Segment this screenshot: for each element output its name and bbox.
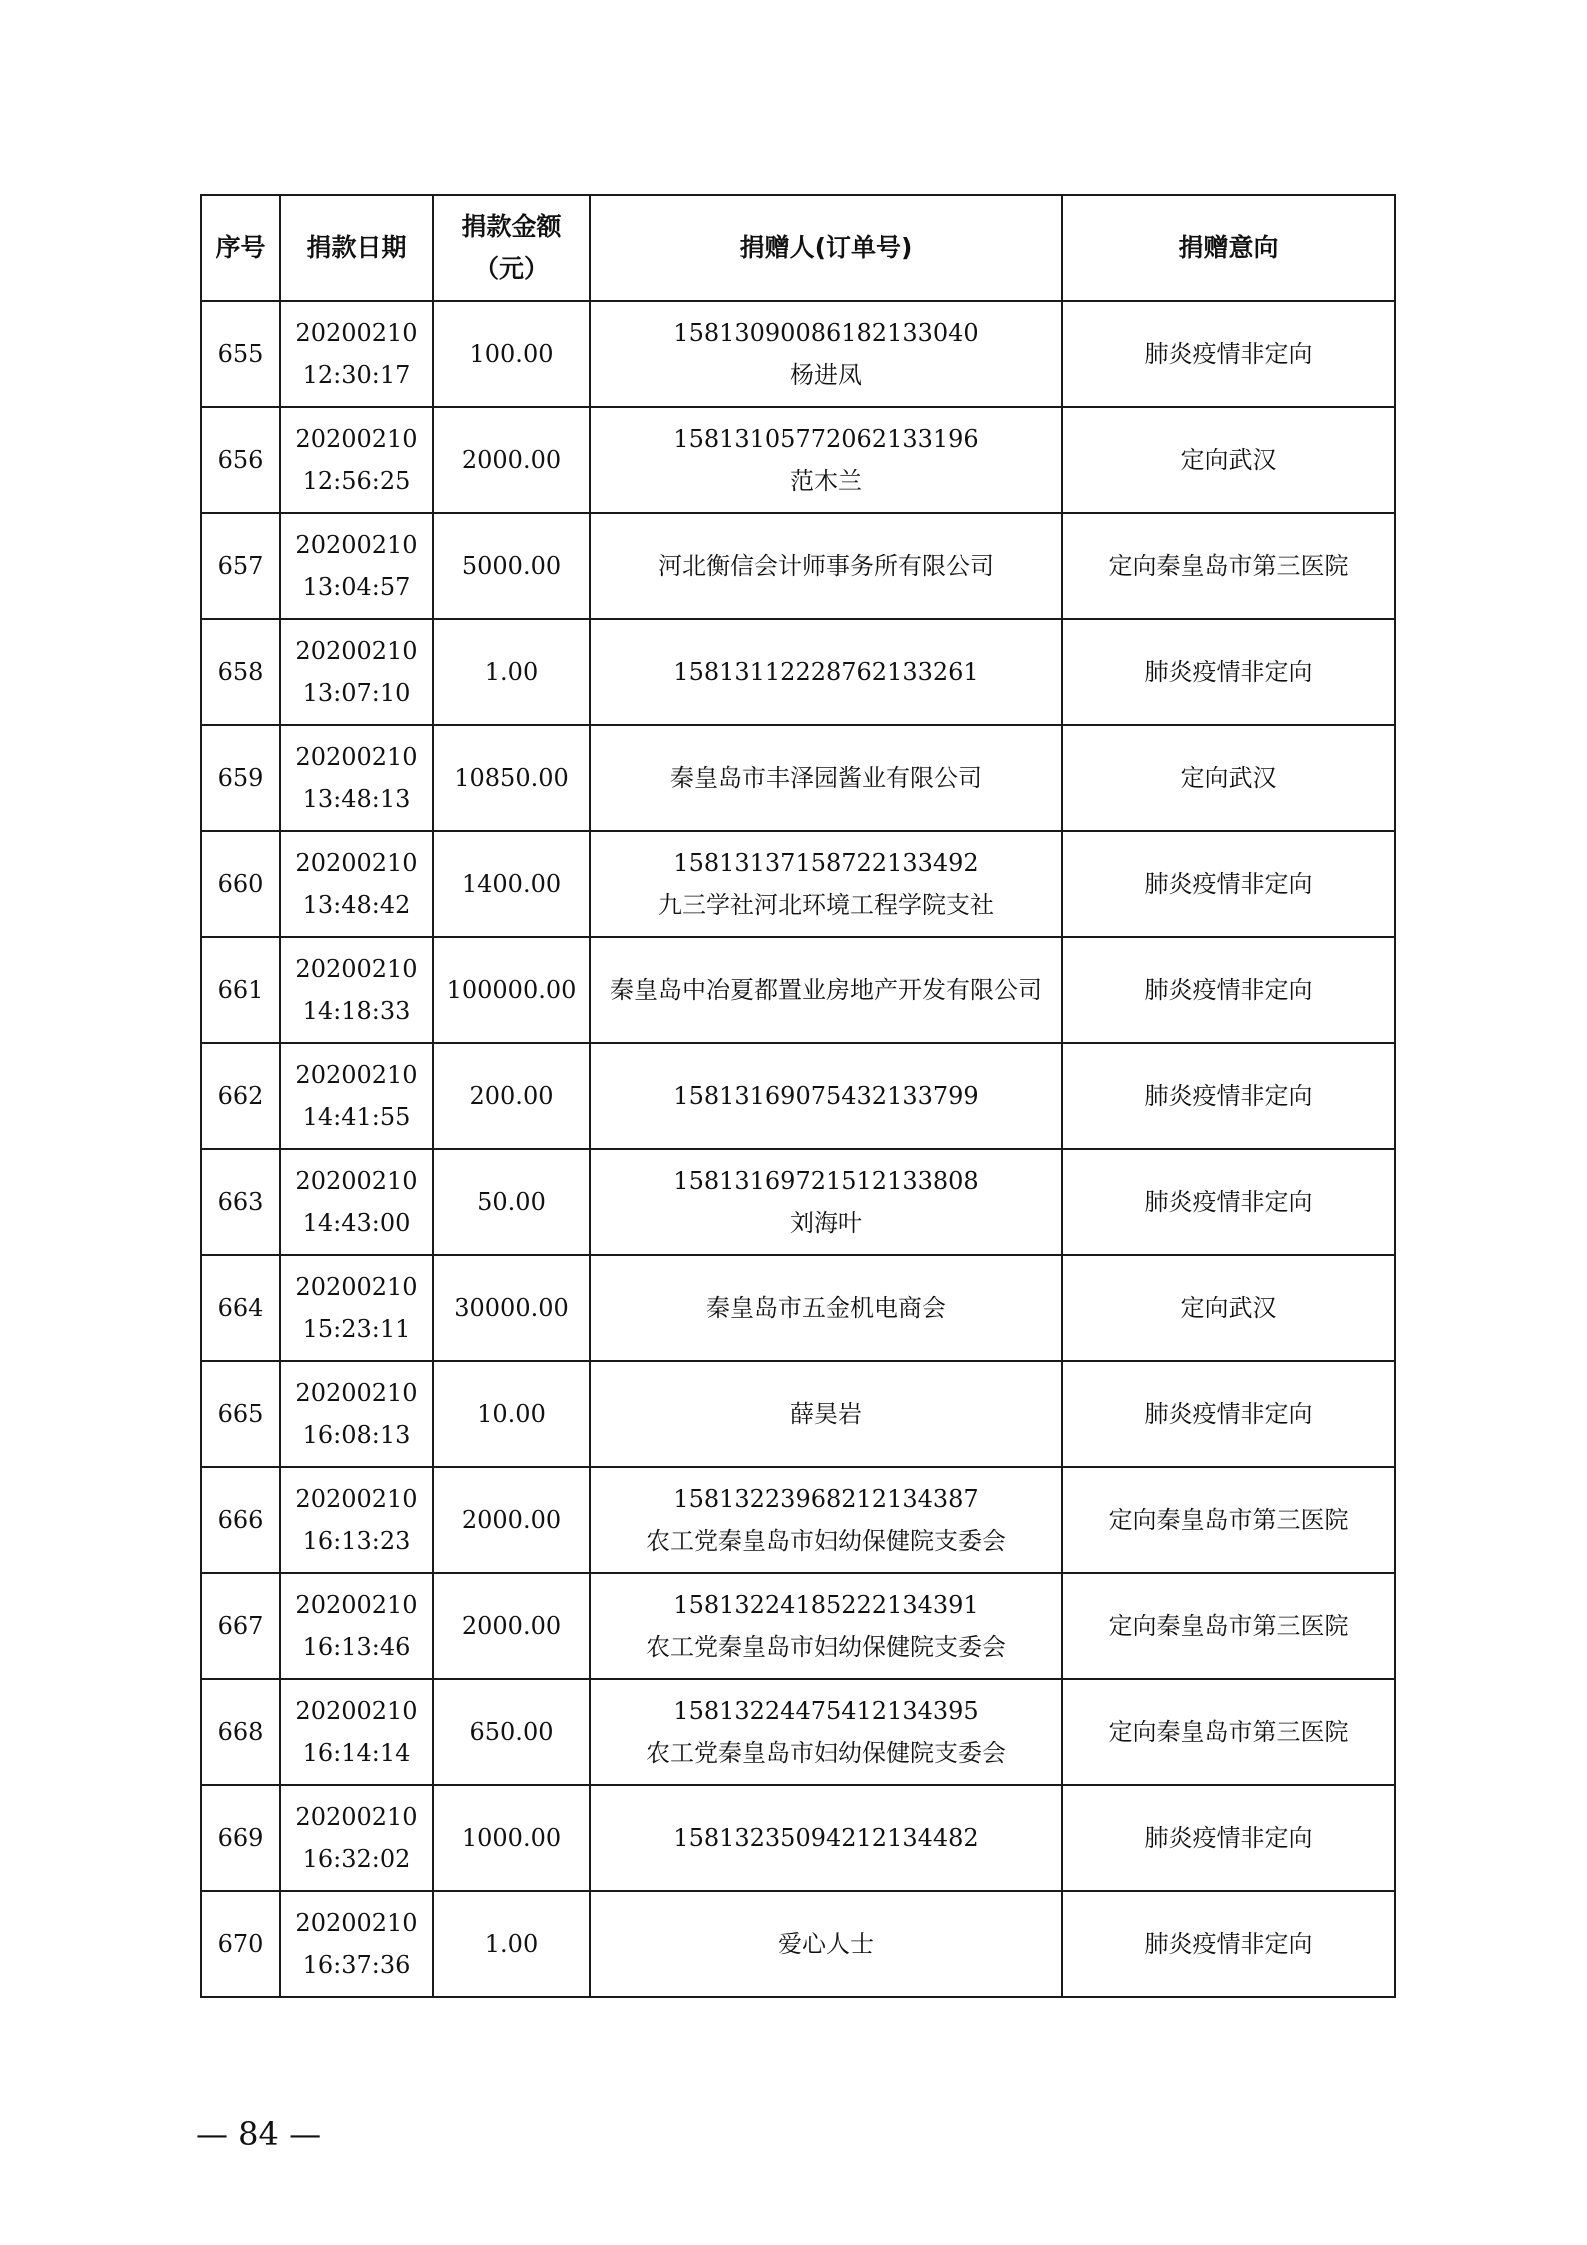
- header-amount: [433, 195, 590, 301]
- header-amount-line1: 捐款金额: [461, 212, 562, 241]
- cell-date: [280, 1149, 433, 1255]
- cell-date-day: 20200210: [295, 1167, 418, 1195]
- cell-amount: 100000.00: [433, 937, 590, 1043]
- cell-intent: 肺炎疫情非定向: [1062, 619, 1395, 725]
- cell-date-time: 14:41:55: [302, 1103, 411, 1131]
- cell-date: [280, 1679, 433, 1785]
- cell-donor: [590, 619, 1062, 725]
- cell-date: [280, 1255, 433, 1361]
- cell-donor-line1: 15813169075432133799: [673, 1082, 979, 1110]
- cell-donor-line1: 15813090086182133040: [673, 319, 979, 347]
- cell-date-time: 16:37:36: [302, 1951, 411, 1979]
- cell-donor: [590, 301, 1062, 407]
- cell-seq: 657: [201, 513, 280, 619]
- cell-donor: [590, 407, 1062, 513]
- header-donor: 捐赠人(订单号): [590, 195, 1062, 301]
- cell-date-time: 16:14:14: [302, 1739, 411, 1767]
- cell-donor-line1: 15813169721512133808: [673, 1167, 979, 1195]
- cell-donor-line1: 15813224475412134395: [673, 1697, 979, 1725]
- cell-date-day: 20200210: [295, 1379, 418, 1407]
- cell-donor-line2: 农工党秦皇岛市妇幼保健院支委会: [646, 1527, 1006, 1555]
- cell-donor-line2: 刘海叶: [790, 1209, 862, 1237]
- table-row: [201, 407, 1395, 513]
- cell-donor-line2: 杨进凤: [790, 361, 862, 389]
- table-row: [201, 831, 1395, 937]
- cell-amount: 1.00: [433, 619, 590, 725]
- cell-intent: 肺炎疫情非定向: [1062, 1149, 1395, 1255]
- header-intent: 捐赠意向: [1062, 195, 1395, 301]
- cell-seq: 664: [201, 1255, 280, 1361]
- table-body: [201, 301, 1395, 1997]
- cell-date: [280, 407, 433, 513]
- cell-intent: 肺炎疫情非定向: [1062, 301, 1395, 407]
- cell-intent: 定向武汉: [1062, 1255, 1395, 1361]
- table-row: [201, 1891, 1395, 1997]
- cell-date-time: 16:13:46: [302, 1633, 411, 1661]
- cell-date-day: 20200210: [295, 743, 418, 771]
- cell-date: [280, 301, 433, 407]
- cell-date: [280, 1891, 433, 1997]
- cell-donor-line1: 河北衡信会计师事务所有限公司: [658, 552, 994, 580]
- table-row: [201, 937, 1395, 1043]
- cell-donor-line1: 秦皇岛中冶夏都置业房地产开发有限公司: [610, 976, 1042, 1004]
- cell-date: [280, 1785, 433, 1891]
- cell-intent: 肺炎疫情非定向: [1062, 1891, 1395, 1997]
- table-row: [201, 1255, 1395, 1361]
- cell-date-day: 20200210: [295, 1909, 418, 1937]
- table-row: [201, 725, 1395, 831]
- table-row: [201, 1149, 1395, 1255]
- cell-donor-line1: 秦皇岛市五金机电商会: [706, 1294, 946, 1322]
- cell-donor-line1: 薛昊岩: [790, 1400, 862, 1428]
- cell-date-time: 16:32:02: [302, 1845, 411, 1873]
- table-row: [201, 1785, 1395, 1891]
- cell-date-day: 20200210: [295, 1061, 418, 1089]
- cell-donor-line2: 范木兰: [790, 467, 862, 495]
- cell-intent: 定向武汉: [1062, 725, 1395, 831]
- cell-donor-line2: 九三学社河北环境工程学院支社: [658, 891, 994, 919]
- cell-amount: 100.00: [433, 301, 590, 407]
- cell-date: [280, 619, 433, 725]
- cell-date-time: 14:18:33: [302, 997, 411, 1025]
- cell-amount: 1.00: [433, 1891, 590, 1997]
- table-row: [201, 619, 1395, 725]
- cell-donor: [590, 831, 1062, 937]
- header-amount-line2: （元）: [473, 254, 549, 283]
- cell-date-day: 20200210: [295, 319, 418, 347]
- cell-date-time: 13:04:57: [302, 573, 411, 601]
- table-row: [201, 1573, 1395, 1679]
- cell-seq: 662: [201, 1043, 280, 1149]
- cell-date-day: 20200210: [295, 955, 418, 983]
- cell-seq: 668: [201, 1679, 280, 1785]
- cell-date: [280, 1467, 433, 1573]
- cell-date: [280, 1361, 433, 1467]
- cell-date-day: 20200210: [295, 531, 418, 559]
- cell-date-time: 13:48:13: [302, 785, 411, 813]
- cell-intent: 定向秦皇岛市第三医院: [1062, 1467, 1395, 1573]
- cell-date-day: 20200210: [295, 1273, 418, 1301]
- table-header-row: [201, 195, 1395, 301]
- cell-seq: 669: [201, 1785, 280, 1891]
- cell-donor-line1: 15813137158722133492: [673, 849, 979, 877]
- cell-seq: 670: [201, 1891, 280, 1997]
- cell-donor: [590, 1467, 1062, 1573]
- cell-date: [280, 725, 433, 831]
- cell-amount: 50.00: [433, 1149, 590, 1255]
- cell-date-time: 16:13:23: [302, 1527, 411, 1555]
- cell-amount: 2000.00: [433, 407, 590, 513]
- cell-intent: 定向秦皇岛市第三医院: [1062, 1573, 1395, 1679]
- cell-seq: 667: [201, 1573, 280, 1679]
- cell-date-time: 16:08:13: [302, 1421, 411, 1449]
- cell-seq: 660: [201, 831, 280, 937]
- cell-date-time: 15:23:11: [302, 1315, 411, 1343]
- cell-donor-line1: 15813224185222134391: [673, 1591, 979, 1619]
- table-row: [201, 1467, 1395, 1573]
- cell-donor: [590, 1573, 1062, 1679]
- cell-intent: 肺炎疫情非定向: [1062, 1043, 1395, 1149]
- cell-seq: 661: [201, 937, 280, 1043]
- cell-amount: 10.00: [433, 1361, 590, 1467]
- cell-donor: [590, 1891, 1062, 1997]
- cell-donor: [590, 725, 1062, 831]
- cell-date: [280, 937, 433, 1043]
- cell-seq: 659: [201, 725, 280, 831]
- cell-date-day: 20200210: [295, 1697, 418, 1725]
- cell-seq: 658: [201, 619, 280, 725]
- cell-donor-line2: 农工党秦皇岛市妇幼保健院支委会: [646, 1633, 1006, 1661]
- cell-intent: 定向武汉: [1062, 407, 1395, 513]
- cell-intent: 定向秦皇岛市第三医院: [1062, 1679, 1395, 1785]
- cell-amount: 10850.00: [433, 725, 590, 831]
- cell-donor: [590, 1679, 1062, 1785]
- cell-amount: 650.00: [433, 1679, 590, 1785]
- cell-date-time: 12:30:17: [302, 361, 411, 389]
- cell-date-day: 20200210: [295, 1485, 418, 1513]
- cell-donor: [590, 1255, 1062, 1361]
- cell-intent: 肺炎疫情非定向: [1062, 831, 1395, 937]
- cell-donor-line1: 15813223968212134387: [673, 1485, 979, 1513]
- cell-amount: 30000.00: [433, 1255, 590, 1361]
- cell-date-time: 14:43:00: [302, 1209, 411, 1237]
- cell-date-day: 20200210: [295, 849, 418, 877]
- table-row: [201, 1679, 1395, 1785]
- cell-date-time: 12:56:25: [302, 467, 411, 495]
- cell-donor: [590, 1785, 1062, 1891]
- cell-donor-line1: 15813235094212134482: [673, 1824, 979, 1852]
- table-row: [201, 1361, 1395, 1467]
- cell-donor: [590, 1361, 1062, 1467]
- cell-donor: [590, 1043, 1062, 1149]
- cell-donor-line1: 15813112228762133261: [673, 658, 979, 686]
- cell-donor: [590, 937, 1062, 1043]
- header-date: 捐款日期: [280, 195, 433, 301]
- cell-donor: [590, 513, 1062, 619]
- cell-donor-line1: 爱心人士: [778, 1930, 874, 1958]
- cell-donor-line1: 秦皇岛市丰泽园酱业有限公司: [670, 764, 982, 792]
- cell-intent: 肺炎疫情非定向: [1062, 1785, 1395, 1891]
- table-row: [201, 301, 1395, 407]
- cell-amount: 1000.00: [433, 1785, 590, 1891]
- cell-date-day: 20200210: [295, 1803, 418, 1831]
- cell-donor-line2: 农工党秦皇岛市妇幼保健院支委会: [646, 1739, 1006, 1767]
- donation-table: [200, 194, 1396, 1998]
- cell-donor-line1: 15813105772062133196: [673, 425, 979, 453]
- table-row: [201, 1043, 1395, 1149]
- cell-amount: 1400.00: [433, 831, 590, 937]
- cell-date: [280, 831, 433, 937]
- cell-seq: 665: [201, 1361, 280, 1467]
- cell-date: [280, 513, 433, 619]
- cell-date-time: 13:48:42: [302, 891, 411, 919]
- table-row: [201, 513, 1395, 619]
- page-number: — 84 —: [196, 2115, 322, 2153]
- cell-seq: 655: [201, 301, 280, 407]
- cell-intent: 肺炎疫情非定向: [1062, 1361, 1395, 1467]
- cell-date-day: 20200210: [295, 637, 418, 665]
- cell-date: [280, 1573, 433, 1679]
- cell-donor: [590, 1149, 1062, 1255]
- cell-intent: 肺炎疫情非定向: [1062, 937, 1395, 1043]
- cell-intent: 定向秦皇岛市第三医院: [1062, 513, 1395, 619]
- cell-date: [280, 1043, 433, 1149]
- cell-amount: 2000.00: [433, 1467, 590, 1573]
- cell-amount: 200.00: [433, 1043, 590, 1149]
- cell-seq: 656: [201, 407, 280, 513]
- cell-amount: 5000.00: [433, 513, 590, 619]
- cell-seq: 666: [201, 1467, 280, 1573]
- cell-amount: 2000.00: [433, 1573, 590, 1679]
- cell-date-day: 20200210: [295, 425, 418, 453]
- cell-date-time: 13:07:10: [302, 679, 411, 707]
- cell-date-day: 20200210: [295, 1591, 418, 1619]
- header-seq: 序号: [201, 195, 280, 301]
- cell-seq: 663: [201, 1149, 280, 1255]
